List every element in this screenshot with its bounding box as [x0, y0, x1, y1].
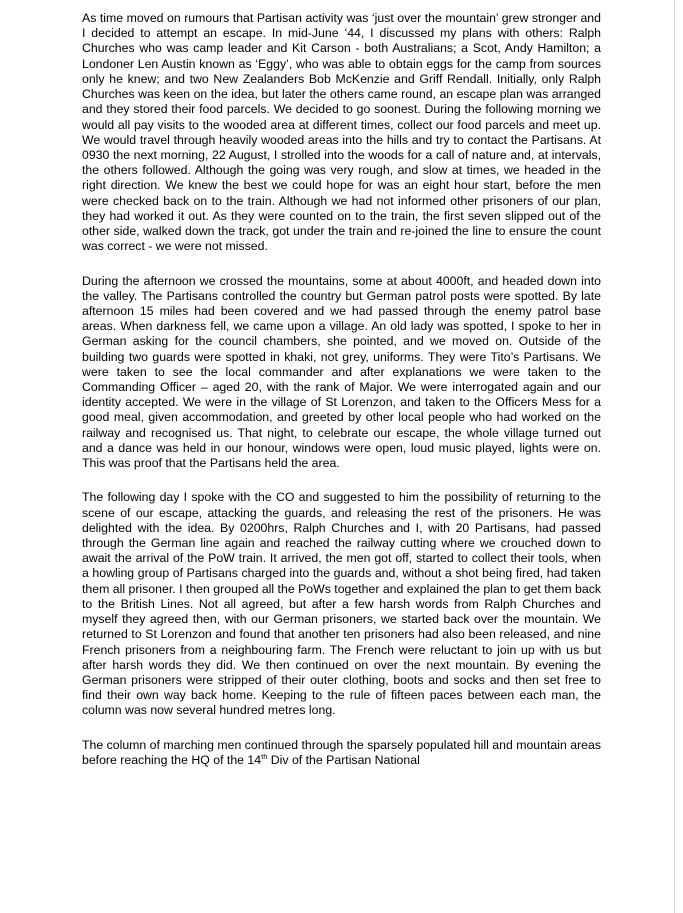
ordinal-superscript: th: [261, 751, 268, 761]
text-column: [82, 11, 601, 787]
paragraph-escape-plan: As time moved on rumours that Partisan activity was ‘just over the mountain’ grew stronger and I decided to attempt an escape. In mid-June ‘44, I discussed my plans with others: Ralph Churches who was camp leader and Kit Carson - both Australians; a Scot, Andy Hamilton; a Londoner Len Austin known as ‘Eggy’, who was able to obtain eggs for the camp from sources only he knew; and two New Zealanders Bob McKenzie and Griff Rendall. Initially, only Ralph Churches was keen on the idea, but later the others came round, an escape plan was arranged and they stored their food parcels. We decided to go soonest. During the following morning we would all pay visits to the wooded area at different times, collect our food parcels and meet up. We would travel through heavily wooded areas into the hills and try to contact the Partisans. At 0930 the next morning, 22 August, I strolled into the woods for a call of nature and, at intervals, the others followed. Although the going was very rough, and slow at times, we headed in the right direction. We knew the best we could hope for was an eight hour start, before the men were checked back on to the train. Although we had not informed other prisoners of our plan, they had worked it out. As they were counted on to the train, the first seven slipped out of the other side, walked down the track, got under the train and re-joined the line to ensure the count was correct - we were not missed.: [82, 11, 601, 254]
paragraph-crossing-mountains: During the afternoon we crossed the mountains, some at about 4000ft, and headed down into the valley. The Partisans controlled the country but German patrol posts were spotted. By late afternoon 15 miles had been covered and we had passed through the enemy patrol base areas. When darkness fell, we came upon a village. An old lady was spotted, I spoke to her in German asking for the council chambers, she pointed, and we moved on. Outside of the building two guards were spotted in khaki, not grey, uniforms. They were Tito’s Partisans. We were taken to see the local commander and after explanations we were taken to the Commanding Officer – aged 20, with the rank of Major. We were interrogated again and our identity accepted. We were in the village of St Lorenzon, and taken to the Officers Mess for a good meal, given accommodation, and greeted by other local people who had worked on the railway and recognised us. That night, to celebrate our escape, the whole village turned out and a dance was held in our honour, windows were open, loud music played, lights were on. This was proof that the Partisans held the area.: [82, 273, 601, 471]
paragraph-text-end: Div of the Partisan National: [267, 752, 420, 767]
paragraph-rescue-prisoners: The following day I spoke with the CO and suggested to him the possibility of returning to the scene of our escape, attacking the guards, and releasing the rest of the prisoners. He was delighted with the idea. By 0200hrs, Ralph Churches and I, with 20 Partisans, had passed through the German line again and reached the railway cutting where we crouched down to await the arrival of the PoW train. It arrived, the men got off, started to collect their tools, when a howling group of Partisans charged into the guards and, without a shot being fired, had taken them all prisoner. I then grouped all the PoWs together and explained the plan to get them back to the British Lines. Not all agreed, but after a few harsh words from Ralph Churches and myself they agreed then, with our German prisoners, we started back over the mountain. We returned to St Lorenzon and found that another ten prisoners had also been released, and nine French prisoners from a neighbouring farm. The French were reluctant to join up with us but after harsh words they did. We then continued on over the next mountain. By evening the German prisoners were stripped of their outer clothing, boots and socks and then set free to find their own way back home. Keeping to the rule of fifteen paces between each man, the column was now several hundred metres long.: [82, 490, 601, 718]
page-edge: [674, 0, 675, 913]
paragraph-column-march: [82, 738, 601, 768]
paragraph-text-start: The column of marching men continued through the sparsely populated hill and mountain areas before reaching the HQ of the 14: [82, 737, 601, 767]
